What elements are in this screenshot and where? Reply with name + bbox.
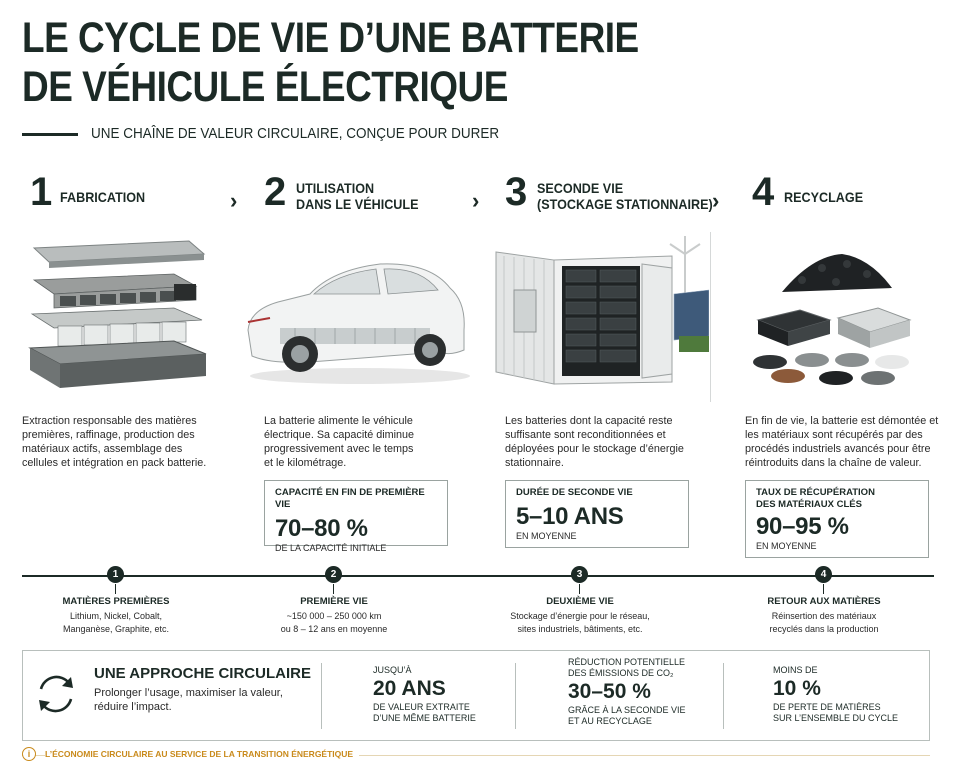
timeline-text-2-line-2: ou 8 – 12 ans en moyenne [280,624,388,634]
step-3-label-line-2: (STOCKAGE STATIONNAIRE) [537,196,713,212]
chevron-right-icon: › [472,188,480,213]
step-2-stat-box [264,480,448,553]
page-title [22,14,676,112]
subtitle-rule [22,133,78,136]
stat-sub: EN MOYENNE [756,541,817,551]
stat-sub-line-2: ET AU RECYCLAGE [568,716,652,726]
stat-label-line-1: TAUX DE RÉCUPÉRATION [756,487,875,498]
storage-container-illustration [494,232,709,402]
timeline-text-3-line-2: sites industriels, bâtiments, etc. [517,624,643,634]
stat-sub-line-1: GRÂCE À LA SECONDE VIE [568,705,686,715]
stat-label: MOINS DE [773,665,818,675]
recycling-materials-illustration [752,250,922,400]
timeline-text-4 [729,610,919,636]
circular-text: Prolonger l’usage, maximiser la valeur, réduire l’impact. [94,687,283,713]
timeline-text-4-line-1: Réinsertion des matériaux [771,611,877,621]
timeline-tick [115,584,116,594]
timeline-text-1 [21,610,211,636]
stat-label-line-2: DES MATÉRIAUX CLÉS [756,499,862,510]
step-1-number: 1 [30,170,53,214]
chevron-right-icon: › [230,188,238,213]
timeline-marker-2: 2 [325,566,342,583]
step-4-number: 4 [752,170,775,214]
step-3-stat-box [505,480,689,548]
step-2-label-line-2: DANS LE VÉHICULE [296,196,419,212]
chevron-right-icon: › [712,188,720,213]
step-2-number: 2 [264,170,287,214]
timeline-tick [333,584,334,594]
info-icon: i [22,747,36,761]
stat-value: 90–95 % [756,513,849,540]
circular-title: UNE APPROCHE CIRCULAIRE [94,665,311,682]
stat-sub-line-2: D’UNE MÊME BATTERIE [373,713,476,723]
step-3-label-line-1: SECONDE VIE [537,180,624,196]
stat-label: JUSQU’À [373,665,412,675]
footer-text: L’ÉCONOMIE CIRCULAIRE AU SERVICE DE LA TRANSITION ÉNERGÉTIQUE [45,749,359,759]
stat-label: DURÉE DE SECONDE VIE [516,487,633,498]
step-2-label-line-1: UTILISATION [296,180,375,196]
timeline-title-1: MATIÈRES PREMIÈRES [62,596,170,607]
timeline-text-3 [485,610,675,636]
step-1-description: Extraction responsable des matières premières, raffinage, production des matériaux actifs, assemblage des cellules et intégration en pack batterie. [22,415,207,469]
illustration-divider [710,232,711,402]
stat-sub-line-1: DE PERTE DE MATIÈRES [773,702,881,712]
timeline-text-2-line-1: ~150 000 – 250 000 km [286,611,382,621]
divider [321,663,322,729]
stat-label: CAPACITÉ EN FIN DE PREMIÈRE VIE [275,487,425,510]
step-4-description: En fin de vie, la batterie est démontée et les matériaux sont récupérés par des procédés industriels avancés pour être réintroduits dans la chaîne de valeur. [745,415,939,469]
timeline-text-4-line-2: recyclés dans la production [769,624,879,634]
stat-value: 10 % [773,677,821,700]
step-2-description: La batterie alimente le véhicule électrique. Sa capacité diminue progressivement avec le temps et le kilométrage. [264,415,415,469]
stat-sub: EN MOYENNE [516,531,577,541]
timeline-marker-4: 4 [815,566,832,583]
step-4-stat-box [745,480,929,558]
timeline-marker-1: 1 [107,566,124,583]
battery-pack-illustration [24,236,214,396]
circular-approach-panel [22,650,930,741]
stat-value: 70–80 % [275,515,368,542]
stat-value: 20 ANS [373,677,446,700]
stat-label-line-2: DES ÉMISSIONS DE CO₂ [568,668,674,678]
stat-sub-line-2: SUR L’ENSEMBLE DU CYCLE [773,713,899,723]
stat-sub: DE LA CAPACITÉ INITIALE [275,543,387,553]
step-3-label [537,180,713,212]
timeline-title-2: PREMIÈRE VIE [300,596,368,607]
timeline-text-3-line-1: Stockage d’énergie pour le réseau, [510,611,650,621]
stat-sub-line-1: DE VALEUR EXTRAITE [373,702,470,712]
step-1-label: FABRICATION [60,189,146,205]
timeline-text-2 [239,610,429,636]
timeline-tick [823,584,824,594]
divider [515,663,516,729]
timeline-title-4: RETOUR AUX MATIÈRES [767,596,881,607]
stat-value: 30–50 % [568,680,651,703]
stat-value: 5–10 ANS [516,503,624,530]
title-line-1: LE CYCLE DE VIE D’UNE BATTERIE [22,14,639,62]
circular-stat-3 [773,665,898,724]
divider [723,663,724,729]
circular-stat-2 [568,657,686,727]
circular-stat-1 [373,665,476,724]
circular-arrows-icon [33,671,79,717]
step-3-description: Les batteries dont la capacité reste suffisante sont reconditionnées et déployées pour le stockage d’énergie stationnaire. [505,415,684,469]
timeline-marker-3: 3 [571,566,588,583]
timeline-tick [579,584,580,594]
electric-car-illustration [240,252,470,387]
stat-label-line-1: RÉDUCTION POTENTIELLE [568,657,686,667]
timeline-title-3: DEUXIÈME VIE [546,596,614,607]
timeline-line [22,575,934,577]
step-4-label: RECYCLAGE [784,189,864,205]
timeline-text-1-line-1: Lithium, Nickel, Cobalt, [69,611,163,621]
step-3-number: 3 [505,170,528,214]
title-line-2: DE VÉHICULE ÉLECTRIQUE [22,63,508,111]
step-2-label [296,180,419,212]
page-subtitle: UNE CHAÎNE DE VALEUR CIRCULAIRE, CONÇUE POUR DURER [91,126,500,142]
timeline-text-1-line-2: Manganèse, Graphite, etc. [62,624,170,634]
